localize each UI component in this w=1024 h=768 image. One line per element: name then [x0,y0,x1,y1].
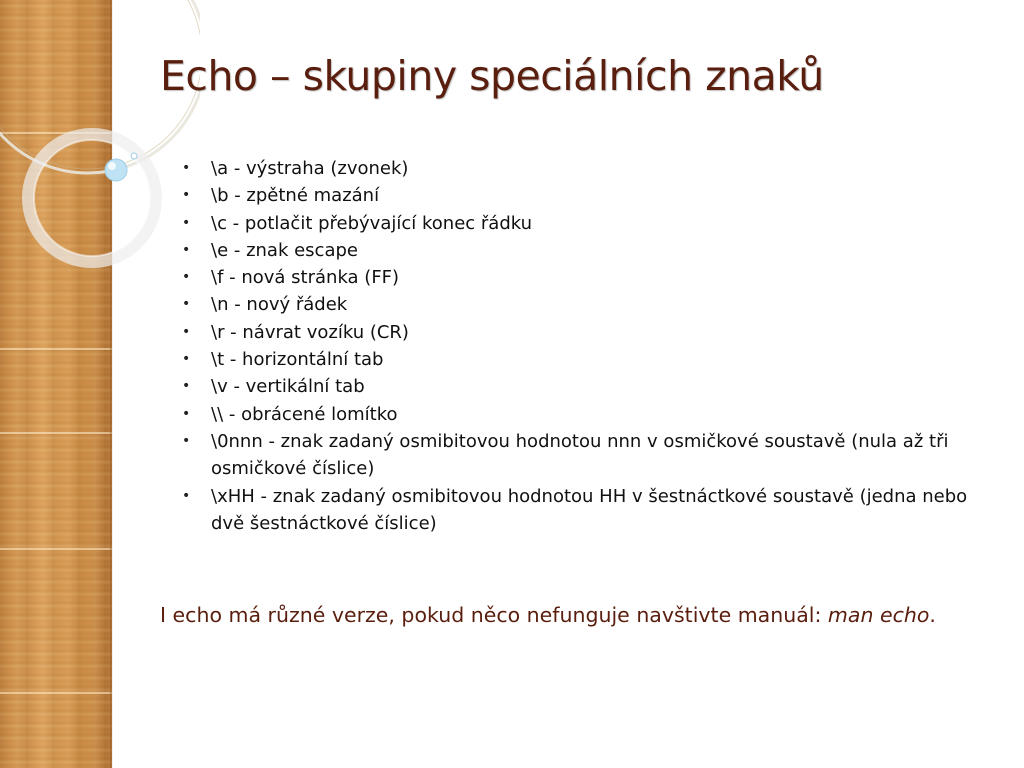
bullet-icon: • [182,296,191,313]
list-item [182,319,982,346]
list-item-text: \e - znak escape [211,239,358,261]
bullet-icon: • [182,323,191,340]
list-item-text: \a - výstraha (zvonek) [211,158,409,179]
list-item-text: \r - návrat vozíku (CR) [211,321,409,343]
bubble-decoration [105,153,137,181]
list-item-text: \c - potlačit přebývající konec řádku [211,212,533,234]
list-item-text: \t - horizontální tab [211,349,384,371]
list-item [182,237,982,264]
bullet-icon: • [182,487,191,504]
list-item [182,291,982,318]
bullet-icon: • [182,351,191,368]
list-item-text: \xHH - znak zadaný osmibitovou hodnotou HH v šestnáctkové soustavě (jedna nebo dvě šestnáctkové číslice) [211,485,968,534]
manual-note [160,603,936,627]
bullet-icon: • [182,241,191,258]
bullet-icon: • [182,378,191,395]
list-item [182,483,982,538]
bullet-icon: • [182,160,191,176]
list-item-text: \\ - obrácené lomítko [211,403,398,425]
list-item [182,264,982,291]
bullet-icon: • [182,269,191,286]
wood-seam [0,548,112,550]
bullet-icon: • [182,187,191,204]
list-item [182,373,982,400]
list-item [182,346,982,373]
manual-note-text: I echo má různé verze, pokud něco nefunguje navštivte manuál: [160,603,828,627]
list-item [182,210,982,237]
escape-sequence-list [182,155,982,537]
slide-title: Echo – skupiny speciálních znaků [160,52,824,100]
list-item [182,182,982,209]
list-item [182,155,982,182]
list-item-text: \b - zpětné mazání [211,185,380,207]
bullet-icon: • [182,214,191,231]
manual-command: man echo [827,603,930,627]
bullet-icon: • [182,405,191,422]
list-item-text: \v - vertikální tab [211,376,365,398]
list-item-text: \n - nový řádek [211,294,348,316]
list-item-text: \0nnn - znak zadaný osmibitovou hodnotou nnn v osmičkové soustavě (nula až tři osmičkové číslice) [211,430,949,480]
list-item [182,401,982,428]
list-item-text: \f - nová stránka (FF) [211,267,400,289]
wood-seam [0,348,112,350]
wood-seam [0,692,112,694]
ring-decoration [0,0,200,320]
manual-note-end: . [929,603,936,627]
wood-seam [0,432,112,434]
list-item [182,428,982,483]
bullet-icon: • [182,432,191,449]
